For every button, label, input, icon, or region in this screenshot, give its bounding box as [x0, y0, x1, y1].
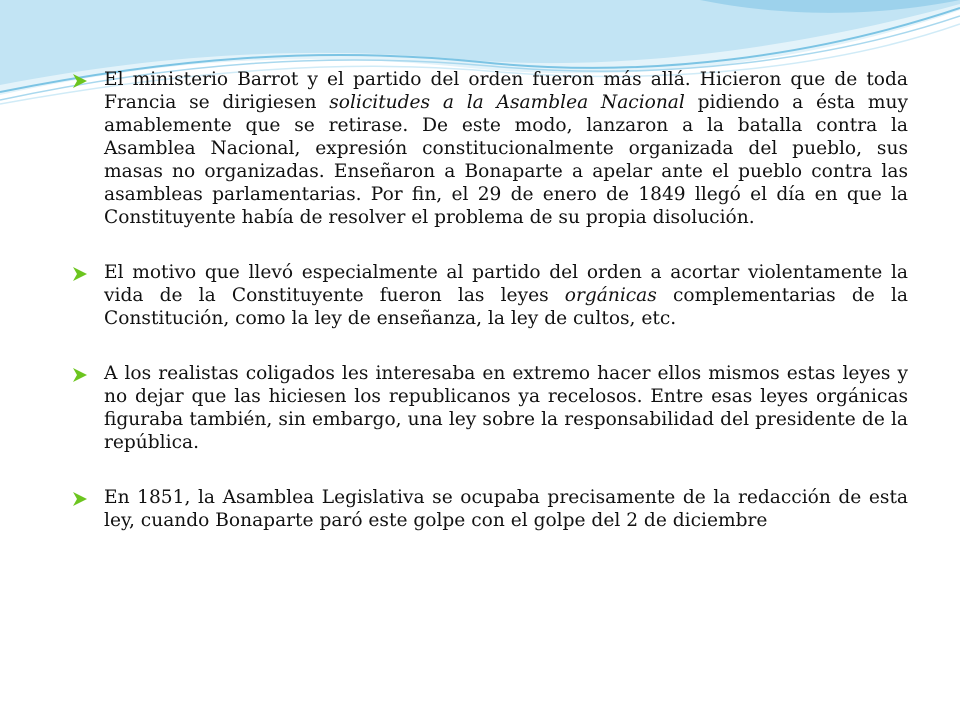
bullet-item [72, 261, 908, 330]
bullet-item [72, 68, 908, 229]
text-segment: A los realistas coligados les interesaba en extremo hacer ellos mismos estas leyes y no dejar que las hiciesen los republicanos ya recelosos. Entre esas leyes orgánicas figuraba también, sin embargo, una ley sobre la responsabilidad del presidente de la república. [104, 363, 908, 453]
paragraph-text [104, 261, 908, 330]
arrowhead-bullet-icon [72, 362, 104, 388]
paragraph-text [104, 68, 908, 229]
italic-text: solicitudes a la Asamblea Nacional [329, 92, 685, 113]
bullet-item [72, 362, 908, 454]
text-segment: En 1851, la Asamblea Legislativa se ocupaba precisamente de la redacción de esta ley, cuando Bonaparte paró este golpe con el golpe del 2 de diciembre [104, 487, 908, 531]
italic-text: orgánicas [564, 285, 657, 306]
bullet-list [72, 68, 908, 564]
arrowhead-bullet-icon [72, 68, 104, 94]
bullet-item [72, 486, 908, 532]
text-segment: El motivo que llevó especialmente al partido del orden a acortar violentamente la vida de la Constituyente fueron las leyes [104, 262, 908, 306]
arrowhead-bullet-icon [72, 486, 104, 512]
text-segment: pidiendo a ésta muy amablemente que se retirase. De este modo, lanzaron a la batalla contra la Asamblea Nacional, expresión constitucionalmente organizada del pueblo, sus masas no organizadas. Enseñaron a Bonaparte a apelar ante el pueblo contra las asambleas parlamentarias. Por fin, el 29 de enero de 1849 llegó el día en que la Constituyente había de resolver el problema de su propia disolución. [104, 92, 908, 228]
arrowhead-bullet-icon [72, 261, 104, 287]
paragraph-text [104, 362, 908, 454]
paragraph-text [104, 486, 908, 532]
text-segment: El ministerio Barrot y el partido del orden fueron más allá. Hicieron que de toda Francia se dirigiesen [104, 69, 908, 113]
text-segment: complementarias de la Constitución, como la ley de enseñanza, la ley de cultos, etc. [104, 285, 908, 329]
